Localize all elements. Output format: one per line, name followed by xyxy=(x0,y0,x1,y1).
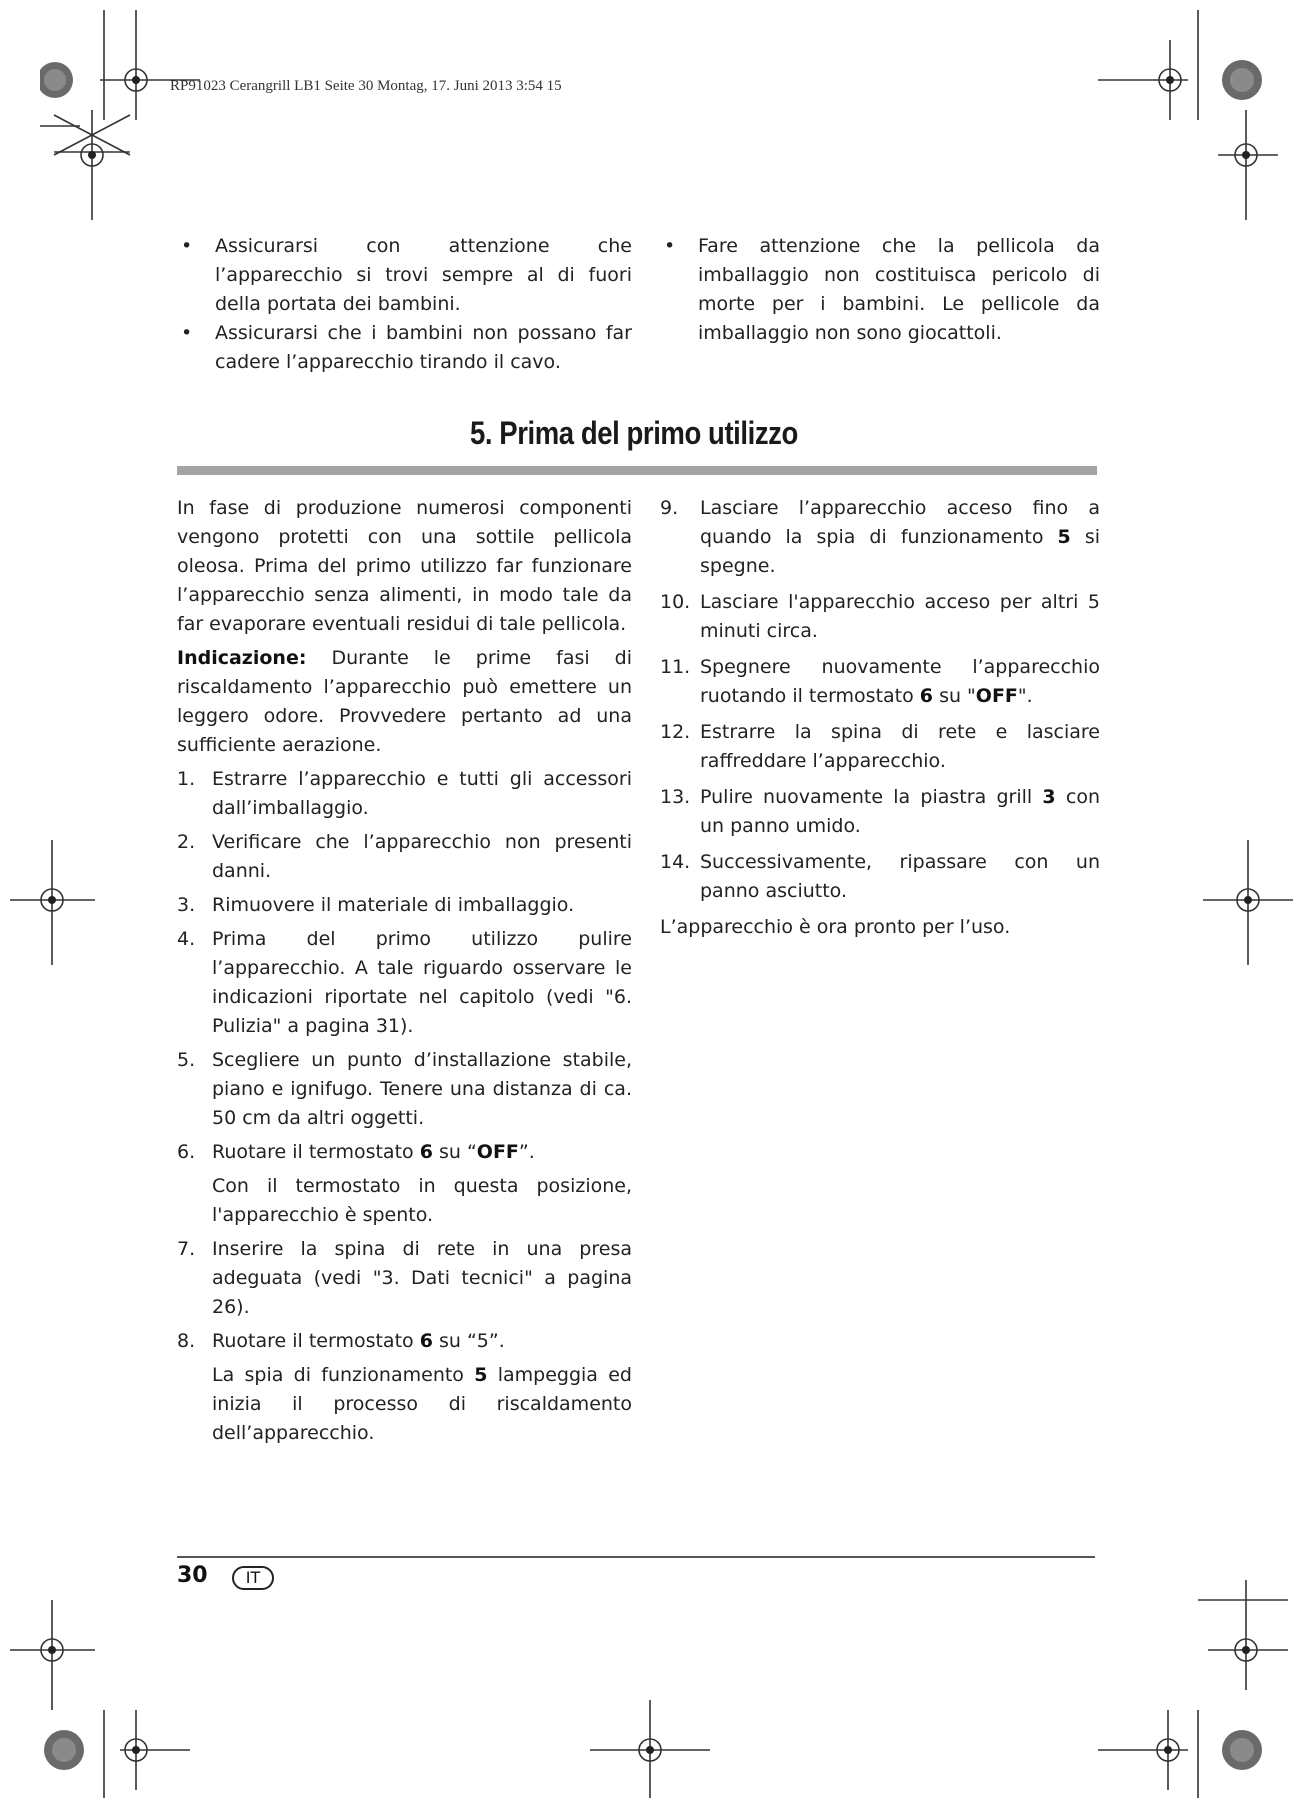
step-number: 7. xyxy=(177,1238,196,1260)
step-number: 14. xyxy=(660,851,691,873)
step-text: Ruotare il termostato xyxy=(212,1141,420,1163)
note-label: Indicazione: xyxy=(177,647,307,669)
step-6-note: Con il termostato in questa posizione, l'apparecchio è spento. xyxy=(212,1175,632,1226)
crop-mark-top-right xyxy=(1098,0,1298,240)
right-column xyxy=(660,494,1100,942)
step-text: Scegliere un punto d’installazione stabile, piano e ignifugo. Tenere una distanza di ca. 50 cm da altri oggetti. xyxy=(212,1049,632,1129)
step-4 xyxy=(177,925,632,1041)
off-value: OFF xyxy=(476,1141,519,1163)
bullet-dot: • xyxy=(181,322,193,344)
step-12 xyxy=(660,718,1100,776)
section-divider xyxy=(177,466,1097,475)
top-bullets-left xyxy=(177,232,632,377)
bullet-text: Assicurarsi con attenzione che l’apparecchio si trovi sempre al di fuori della portata dei bambini. xyxy=(215,235,632,315)
left-column xyxy=(177,494,632,1448)
bullet-text: Assicurarsi che i bambini non possano far cadere l’apparecchio tirando il cavo. xyxy=(215,322,632,373)
step-number: 2. xyxy=(177,831,196,853)
language-badge: IT xyxy=(232,1566,274,1590)
note-text-post: lampeggia ed inizia il processo di riscaldamento dell’apparecchio. xyxy=(212,1364,632,1444)
step-text: Estrarre l’apparecchio e tutti gli accessori dall’imballaggio. xyxy=(212,768,632,819)
print-slug: RP91023 Cerangrill LB1 Seite 30 Montag, 17. Juni 2013 3:54 15 xyxy=(170,78,562,94)
step-text-post: si spegne. xyxy=(700,526,1100,577)
crop-mark-bottom-center xyxy=(580,1690,720,1798)
section-title: 5. Prima del primo utilizzo xyxy=(470,415,798,451)
step-14 xyxy=(660,848,1100,906)
step-text: Prima del primo utilizzo pulire l’apparecchio. A tale riguardo osservare le indicazioni riportate nel capitolo (vedi "6. Pulizia" a pagina 31). xyxy=(212,928,632,1037)
step-number: 12. xyxy=(660,721,691,743)
step-text-mid: su " xyxy=(933,685,976,707)
step-number: 6. xyxy=(177,1141,196,1163)
step-11 xyxy=(660,653,1100,711)
crop-mark-bottom-left xyxy=(10,1580,200,1798)
note-paragraph xyxy=(177,644,632,760)
off-value: OFF xyxy=(975,685,1018,707)
top-bullets-right xyxy=(660,232,1100,348)
bullet-text: Fare attenzione che la pellicola da imballaggio non costituisca pericolo di morte per i bambini. Le pellicole da imballaggio non sono giocattoli. xyxy=(698,235,1100,344)
step-13 xyxy=(660,783,1100,841)
step-number: 13. xyxy=(660,786,691,808)
step-8-note xyxy=(177,1361,632,1448)
page-number: 30 xyxy=(177,1563,208,1588)
step-5 xyxy=(177,1046,632,1133)
note-text: Durante le prime fasi di riscaldamento l’apparecchio può emettere un leggero odore. Provvedere pertanto ad una sufficiente aerazione. xyxy=(177,647,632,756)
footer-divider xyxy=(177,1556,1095,1558)
step-2 xyxy=(177,828,632,886)
step-number: 4. xyxy=(177,928,196,950)
indicator-ref: 5 xyxy=(474,1364,488,1386)
step-text: Estrarre la spina di rete e lasciare raffreddare l’apparecchio. xyxy=(700,721,1100,772)
step-text: Spegnere nuovamente l’apparecchio ruotando il termostato xyxy=(700,656,1100,707)
step-6 xyxy=(177,1138,632,1167)
step-text: Rimuovere il materiale di imballaggio. xyxy=(212,894,575,916)
step-9 xyxy=(660,494,1100,581)
step-text-post: su “5”. xyxy=(432,1330,505,1352)
bullet-dot: • xyxy=(181,235,193,257)
step-8 xyxy=(177,1327,632,1356)
bullet-item xyxy=(177,232,632,319)
step-number: 9. xyxy=(660,497,679,519)
step-7 xyxy=(177,1235,632,1322)
step-text-post: ". xyxy=(1017,685,1033,707)
note-text-pre: La spia di funzionamento xyxy=(212,1364,475,1386)
bullet-dot: • xyxy=(664,235,676,257)
step-number: 3. xyxy=(177,894,196,916)
crop-mark-mid-right xyxy=(1198,840,1298,970)
step-text: Inserire la spina di rete in una presa adeguata (vedi "3. Dati tecnici" a pagina 26). xyxy=(212,1238,632,1318)
crop-mark-bottom-right xyxy=(1098,1580,1298,1798)
step-text: Verificare che l’apparecchio non presenti danni. xyxy=(212,831,632,882)
crop-mark-top-left xyxy=(40,0,200,240)
bullet-item xyxy=(177,319,632,377)
step-text: Successivamente, ripassare con un panno asciutto. xyxy=(700,851,1100,902)
step-text-mid: su “ xyxy=(432,1141,477,1163)
step-number: 11. xyxy=(660,656,691,678)
step-3 xyxy=(177,891,632,920)
step-text-post: ”. xyxy=(518,1141,535,1163)
indicator-ref: 5 xyxy=(1057,526,1071,548)
bullet-item xyxy=(660,232,1100,348)
thermostat-ref: 6 xyxy=(919,685,934,707)
step-text-post: con un panno umido. xyxy=(700,786,1100,837)
intro-paragraph: In fase di produzione numerosi componenti vengono protetti con una sottile pellicola oleosa. Prima del primo utilizzo far funzionare l’apparecchio senza alimenti, in modo tale da far evaporare eventuali residui di tale pellicola. xyxy=(177,497,632,635)
step-text: Lasciare l’apparecchio acceso fino a quando la spia di funzionamento xyxy=(700,497,1100,548)
step-number: 10. xyxy=(660,591,691,613)
step-number: 1. xyxy=(177,768,196,790)
thermostat-ref: 6 xyxy=(419,1141,433,1163)
crop-mark-mid-left xyxy=(10,840,100,970)
step-10 xyxy=(660,588,1100,646)
grill-plate-ref: 3 xyxy=(1042,786,1056,808)
thermostat-ref: 6 xyxy=(419,1330,433,1352)
step-number: 5. xyxy=(177,1049,196,1071)
step-text: Ruotare il termostato xyxy=(212,1330,420,1352)
step-text: Pulire nuovamente la piastra grill xyxy=(700,786,1043,808)
step-1 xyxy=(177,765,632,823)
closing-sentence: L’apparecchio è ora pronto per l’uso. xyxy=(660,916,1011,938)
step-text: Lasciare l'apparecchio acceso per altri 5 minuti circa. xyxy=(700,591,1100,642)
step-number: 8. xyxy=(177,1330,196,1352)
